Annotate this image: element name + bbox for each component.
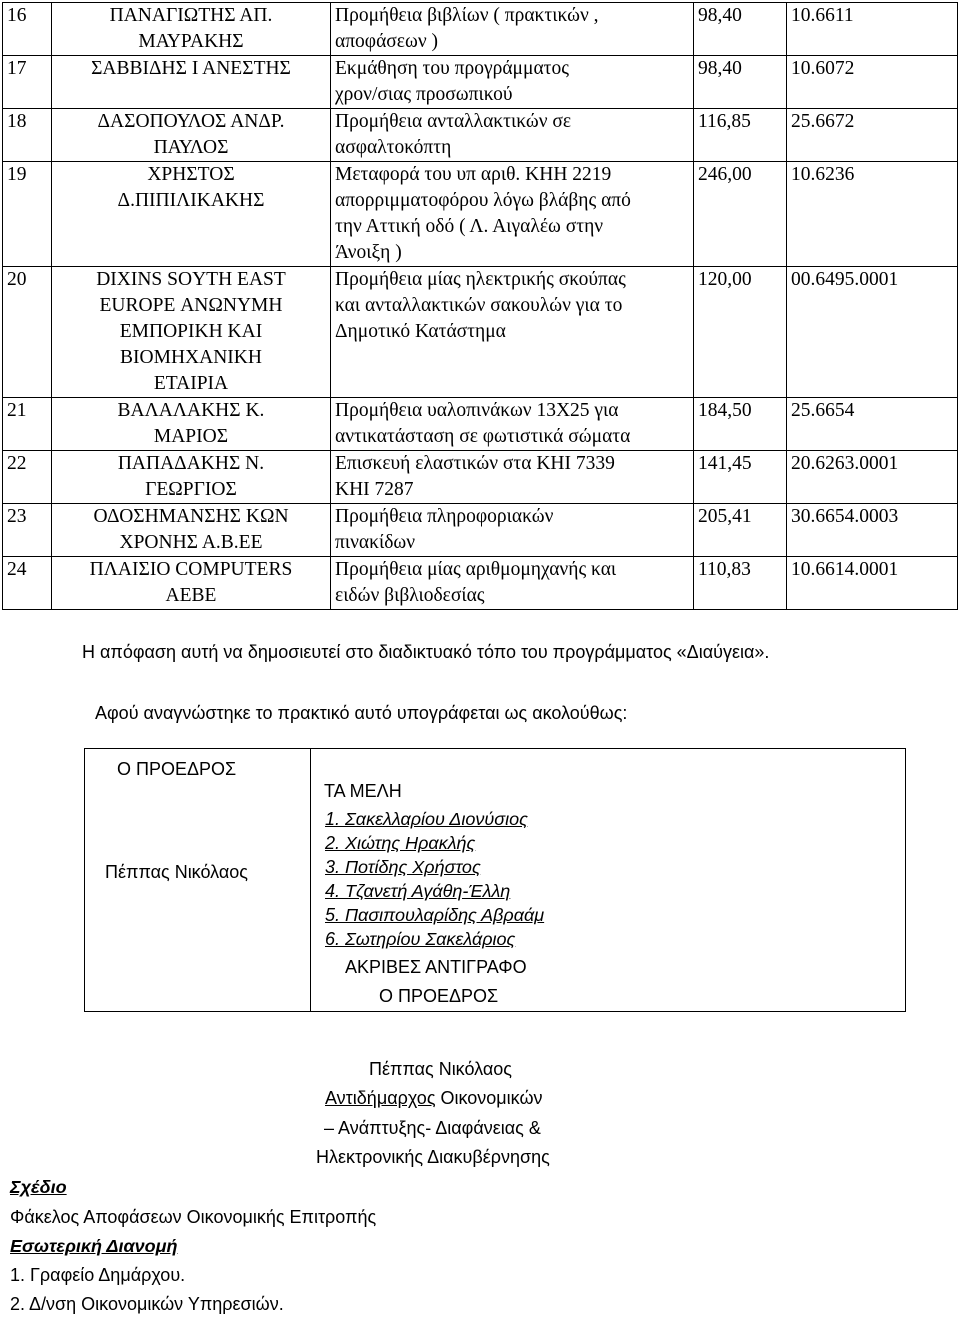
budget-code: 10.6072: [787, 56, 958, 109]
supplier-name: [52, 267, 331, 398]
member-name: 4. Τζανετή Αγάθη-Έλλη: [325, 881, 511, 901]
expense-description-line: Προμήθεια υαλοπινάκων 13Χ25 για: [335, 400, 619, 421]
expense-description: [331, 56, 694, 109]
amount: 141,45: [694, 451, 787, 504]
expense-description-line: Άνοιξη ): [335, 242, 402, 263]
supplier-name: [52, 504, 331, 557]
expense-description-line: απορριμματοφόρου λόγω βλάβης από: [335, 190, 631, 211]
budget-code: 25.6672: [787, 109, 958, 162]
signer-role-italic: Αντιδήμαρχος: [325, 1088, 436, 1108]
expense-description: [331, 3, 694, 56]
signer-line2: – Ανάπτυξης- Διαφάνειας &: [324, 1118, 541, 1138]
table-row: [3, 398, 958, 451]
supplier-name-line: ΟΔΟΣΗΜΑΝΣΗΣ ΚΩΝ: [93, 506, 289, 527]
expense-description: [331, 504, 694, 557]
amount: 116,85: [694, 109, 787, 162]
amount: 120,00: [694, 267, 787, 398]
row-number: 17: [3, 56, 52, 109]
signing-note: Αφού αναγνώστηκε το πρακτικό αυτό υπογράφεται ως ακολούθως:: [95, 703, 628, 723]
row-number: 23: [3, 504, 52, 557]
expense-description-line: χρον/σιας προσωπικού: [335, 84, 513, 105]
president-name: Πέππας Νικόλαος: [105, 862, 248, 882]
table-row: [3, 557, 958, 610]
supplier-name-line: ΠΑΥΛΟΣ: [153, 137, 229, 158]
supplier-name-line: ΣΑΒΒΙΔΗΣ Ι ΑΝΕΣΤΗΣ: [91, 58, 291, 79]
expense-description-line: και ανταλλακτικών σακουλών για το: [335, 295, 623, 316]
expense-description-line: Προμήθεια μίας αριθμομηχανής και: [335, 559, 617, 580]
supplier-name-line: ΔΑΣΟΠΟΥΛΟΣ ΑΝΔΡ.: [97, 111, 285, 132]
member-name: 2. Χιώτης Ηρακλής: [325, 833, 476, 853]
expense-description-line: Μεταφορά του υπ αριθ. ΚΗΗ 2219: [335, 164, 612, 185]
expenses-table: [2, 2, 958, 610]
members-title: ΤΑ ΜΕΛΗ: [324, 781, 402, 801]
publication-note: Η απόφαση αυτή να δημοσιευτεί στο διαδικτυακό τόπο του προγράμματος «Διαύγεια».: [82, 642, 770, 662]
table-row: [3, 451, 958, 504]
row-number: 24: [3, 557, 52, 610]
distribution-item: 2. Δ/νση Οικονομικών Υπηρεσιών.: [10, 1294, 284, 1314]
signer-role: [325, 1088, 543, 1109]
expense-description-line: πινακίδων: [335, 532, 416, 553]
supplier-name-line: ΧΡΗΣΤΟΣ: [147, 164, 235, 185]
expense-description-line: Επισκευή ελαστικών στα ΚΗΙ 7339: [335, 453, 615, 474]
table-row: [3, 162, 958, 267]
expense-description-line: αντικατάσταση σε φωτιστικά σώματα: [335, 426, 631, 447]
expense-description-line: ασφαλτοκόπτη: [335, 137, 452, 158]
member-name: 3. Ποτίδης Χρήστος: [325, 857, 481, 877]
expense-description-line: Προμήθεια μίας ηλεκτρικής σκούπας: [335, 269, 626, 290]
supplier-name-line: ΕΜΠΟΡΙΚΗ ΚΑΙ: [119, 321, 263, 342]
amount: 98,40: [694, 3, 787, 56]
distribution-item: 1. Γραφείο Δημάρχου.: [10, 1265, 186, 1285]
row-number: 19: [3, 162, 52, 267]
amount: 205,41: [694, 504, 787, 557]
expense-description-line: την Αττική οδό ( Λ. Αιγαλέω στην: [335, 216, 604, 237]
member-name: 5. Πασιπουλαρίδης Αβραάμ: [325, 905, 545, 925]
expense-description-line: Προμήθεια βιβλίων ( πρακτικών ,: [335, 5, 599, 26]
table-row: [3, 109, 958, 162]
supplier-name: [52, 451, 331, 504]
expense-description: [331, 451, 694, 504]
folder-line: Φάκελος Αποφάσεων Οικονομικής Επιτροπής: [10, 1207, 377, 1227]
supplier-name-line: ΑΕΒΕ: [165, 585, 217, 606]
budget-code: 20.6263.0001: [787, 451, 958, 504]
expense-description-line: Προμήθεια ανταλλακτικών σε: [335, 111, 572, 132]
expense-description-line: Προμήθεια πληροφοριακών: [335, 506, 554, 527]
president-title: Ο ΠΡΟΕΔΡΟΣ: [117, 759, 237, 779]
signature-box-divider: [310, 748, 311, 1012]
amount: 110,83: [694, 557, 787, 610]
supplier-name-line: ΧΡΟΝΗΣ Α.Β.ΕΕ: [119, 532, 263, 553]
signer-line3: Ηλεκτρονικής Διακυβέρνησης: [316, 1147, 550, 1167]
supplier-name-line: ΜΑΡΙΟΣ: [153, 426, 229, 447]
supplier-name: [52, 162, 331, 267]
amount: 98,40: [694, 56, 787, 109]
supplier-name-line: ΓΕΩΡΓΙΟΣ: [145, 479, 237, 500]
supplier-name-line: ΒΙΟΜΗΧΑΝΙΚΗ: [120, 347, 262, 368]
supplier-name-line: Δ.ΠΙΠΙΛΙΚΑΚΗΣ: [117, 190, 265, 211]
expense-description: [331, 557, 694, 610]
budget-code: 30.6654.0003: [787, 504, 958, 557]
signer-name: Πέππας Νικόλαος: [369, 1059, 512, 1079]
supplier-name: [52, 109, 331, 162]
member-name: 1. Σακελλαρίου Διονύσιος: [325, 809, 528, 829]
table-row: [3, 267, 958, 398]
supplier-name-line: ΠΑΝΑΓΙΩΤΗΣ ΑΠ.: [109, 5, 273, 26]
supplier-name: [52, 557, 331, 610]
budget-code: 10.6611: [787, 3, 958, 56]
certified-title: Ο ΠΡΟΕΔΡΟΣ: [379, 986, 499, 1006]
amount: 246,00: [694, 162, 787, 267]
budget-code: 25.6654: [787, 398, 958, 451]
supplier-name-line: ΕΤΑΙΡΙΑ: [153, 373, 229, 394]
expense-description-line: αποφάσεων ): [335, 31, 439, 52]
supplier-name-line: ΠΑΠΑΔΑΚΗΣ Ν.: [117, 453, 265, 474]
supplier-name: [52, 56, 331, 109]
budget-code: 10.6236: [787, 162, 958, 267]
expense-description: [331, 109, 694, 162]
internal-distribution-label: Εσωτερική Διανομή: [10, 1236, 178, 1256]
expense-description: [331, 398, 694, 451]
supplier-name-line: ΒΑΛΑΛΑΚΗΣ Κ.: [117, 400, 265, 421]
expense-description-line: ειδών βιβλιοδεσίας: [335, 585, 485, 606]
budget-code: 10.6614.0001: [787, 557, 958, 610]
row-number: 20: [3, 267, 52, 398]
expense-description: [331, 162, 694, 267]
row-number: 21: [3, 398, 52, 451]
supplier-name-line: EUROPE ΑΝΩΝΥΜΗ: [99, 295, 283, 316]
amount: 184,50: [694, 398, 787, 451]
expense-description: [331, 267, 694, 398]
expense-description-line: ΚΗΙ 7287: [335, 479, 414, 500]
budget-code: 00.6495.0001: [787, 267, 958, 398]
table-row: [3, 504, 958, 557]
signer-role-rest: Οικονομικών: [435, 1088, 543, 1108]
row-number: 16: [3, 3, 52, 56]
row-number: 18: [3, 109, 52, 162]
expense-description-line: Εκμάθηση του προγράμματος: [335, 58, 569, 79]
expense-description-line: Δημοτικό Κατάστημα: [335, 321, 506, 342]
row-number: 22: [3, 451, 52, 504]
table-row: [3, 3, 958, 56]
supplier-name-line: ΠΛΑΙΣΙΟ COMPUTERS: [89, 559, 293, 580]
supplier-name: [52, 3, 331, 56]
certified-copy: ΑΚΡΙΒΕΣ ΑΝΤΙΓΡΑΦΟ: [345, 957, 527, 977]
supplier-name: [52, 398, 331, 451]
supplier-name-line: ΜΑΥΡΑΚΗΣ: [138, 31, 244, 52]
draft-label: Σχέδιο: [10, 1177, 67, 1197]
table-row: [3, 56, 958, 109]
supplier-name-line: DIXINS SOYTH EAST: [96, 269, 286, 290]
member-name: 6. Σωτηρίου Σακελάριος: [325, 929, 516, 949]
